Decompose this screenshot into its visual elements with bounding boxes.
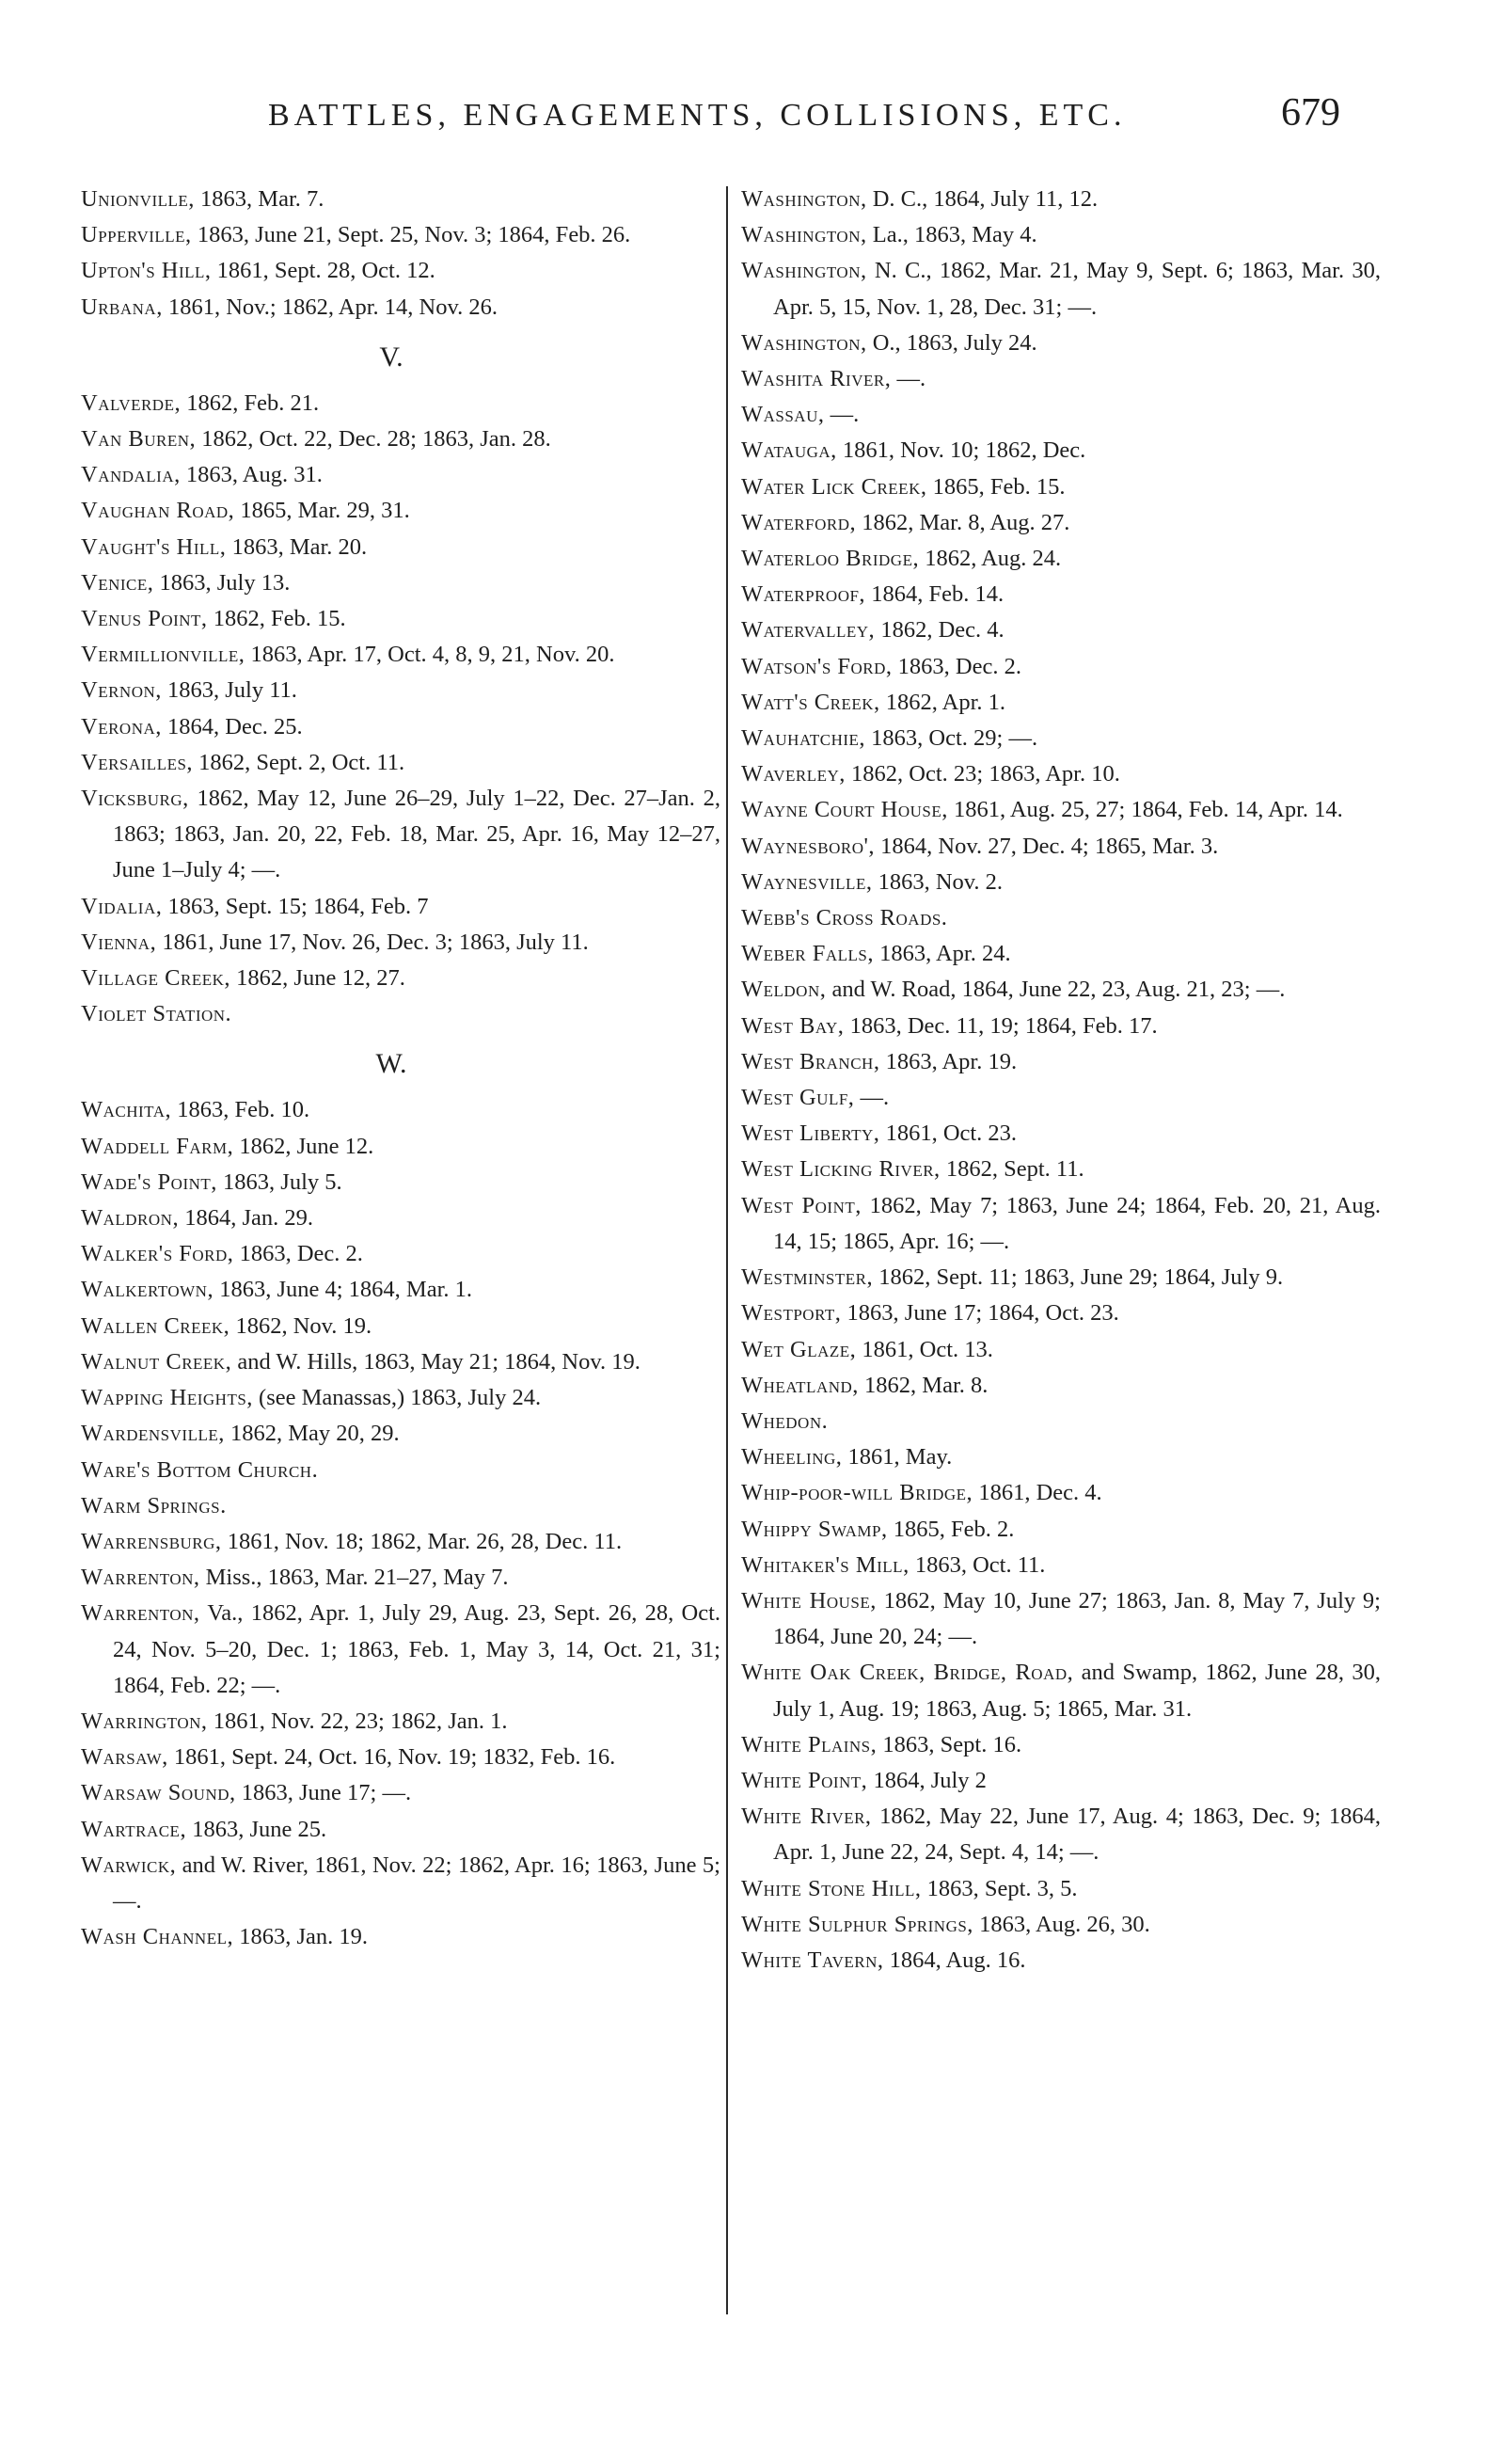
entry-dates: 1863, Aug. 26, 30. [973,1911,1150,1937]
place-name: Waynesboro', [741,833,876,859]
place-name: Wauhatchie, [741,725,866,752]
index-entry [741,900,1381,936]
place-name: Vermillionville, [81,642,245,668]
entry-dates: 1862, Sept. 11; 1863, June 29; 1864, July 9. [873,1264,1284,1291]
index-entry [741,541,1381,577]
place-name: Vaughan Road, [81,498,235,524]
place-name: Walker's Ford, [81,1241,234,1267]
place-name: Warsaw, [81,1744,168,1771]
place-name: Whip-poor-will Bridge, [741,1480,973,1506]
entry-dates: 1862, Sept. 11. [940,1156,1084,1183]
place-name: Whippy Swamp, [741,1516,888,1542]
index-entry [81,1848,720,1919]
entry-dates: 1862, Oct. 22, Dec. 28; 1863, Jan. 28. [196,426,551,453]
index-entry [741,182,1381,217]
place-name: Waddell Farm, [81,1133,234,1159]
entry-dates: 1863, Aug. 31. [180,462,323,488]
place-name: Warm Springs. [81,1492,227,1518]
place-name: Wachita, [81,1097,172,1123]
page-header [0,91,1503,154]
entry-dates: 1863, Oct. 11. [909,1551,1046,1578]
entry-dates: 1863, July 11. [161,677,297,704]
index-entry [741,1152,1381,1187]
place-name: Waynesville, [741,868,873,895]
place-name: Vandalia, [81,462,181,488]
place-name: Unionville, [81,186,195,212]
entry-dates: and W. Hills, 1863, May 21; 1864, Nov. 19. [231,1348,641,1375]
index-entry [81,1775,720,1811]
index-entry [741,397,1381,433]
place-name: West Liberty, [741,1121,880,1147]
index-entry [741,505,1381,541]
entry-dates: 1863, July 5. [216,1168,342,1195]
index-entry [741,1727,1381,1763]
index-entry [81,781,720,889]
index-entry [741,612,1381,648]
entry-dates: 1861, Oct. 13. [856,1336,993,1362]
index-entry [81,1380,720,1416]
place-name: Wade's Point, [81,1168,217,1195]
entry-dates: O., 1863, July 24. [866,329,1037,356]
place-name: White Point, [741,1767,868,1793]
index-entry [741,1512,1381,1548]
index-entry [741,469,1381,505]
index-entry [81,1740,720,1775]
entry-dates: 1862, June 12, 27. [230,965,405,992]
place-name: Wayne Court House, [741,797,948,823]
index-entry [81,1092,720,1128]
place-name: Warwick, [81,1852,177,1878]
entry-dates: 1861, Aug. 25, 27; 1864, Feb. 14, Apr. 14. [947,797,1343,823]
index-entry [741,1296,1381,1331]
running-title: BATTLES, ENGAGEMENTS, COLLISIONS, ETC. [268,98,1127,133]
place-name: Westminster, [741,1264,874,1291]
index-entry [741,1368,1381,1404]
index-entry [81,421,720,457]
place-name: Wallen Creek, [81,1312,230,1339]
index-entry [81,565,720,601]
index-entry [741,577,1381,612]
place-name: Versailles, [81,749,194,775]
entry-dates: 1863, Nov. 2. [872,868,1004,895]
index-entry [81,1416,720,1452]
place-name: Valverde, [81,389,182,416]
entry-dates: 1861, Nov. 22, 23; 1862, Jan. 1. [207,1708,508,1734]
place-name: Vienna, [81,929,157,955]
entry-dates: and W. River, 1861, Nov. 22; 1862, Apr. 16; 1863, June 5; —. [113,1852,720,1914]
place-name: Watauga, [741,437,837,464]
entry-dates: 1863, Feb. 10. [171,1097,310,1123]
place-name: West Gulf, [741,1085,855,1111]
place-name: Warrington, [81,1708,208,1734]
index-entry [81,1919,720,1955]
place-name: Watson's Ford, [741,653,893,679]
entry-dates: 1865, Feb. 15. [926,473,1066,500]
entry-dates: 1863, June 17; 1864, Oct. 23. [841,1300,1119,1327]
entry-dates: 1862, June 12. [233,1133,374,1159]
entry-dates: 1863, Oct. 29; —. [865,725,1038,752]
index-entry [741,936,1381,972]
index-entry [741,1332,1381,1368]
place-name: Ware's Bottom Church. [81,1456,319,1483]
index-entry [81,1453,720,1488]
entry-dates: —. [854,1085,890,1111]
index-entry [741,1548,1381,1583]
entry-dates: 1862, Feb. 21. [181,389,320,416]
place-name: Washington, [741,329,867,356]
entry-dates: 1861, Nov. 18; 1862, Mar. 26, 28, Dec. 11. [221,1528,623,1554]
entry-dates: 1861, Nov. 10; 1862, Dec. [836,437,1086,464]
index-entry [81,925,720,961]
place-name: Vernon, [81,677,162,704]
index-entry [741,1188,1381,1260]
index-entry [81,745,720,781]
index-entry [741,756,1381,792]
index-entry [81,1165,720,1200]
index-entry [81,290,720,326]
index-entry [81,493,720,529]
entry-dates: 1861, Sept. 28, Oct. 12. [211,258,435,284]
place-name: Wardensville, [81,1421,225,1447]
index-entry [81,253,720,289]
index-entry [741,792,1381,828]
entry-dates: 1864, Jan. 29. [179,1205,314,1232]
index-entry [81,1272,720,1308]
place-name: Walkertown, [81,1277,214,1303]
entry-dates: 1863, June 4; 1864, Mar. 1. [214,1277,473,1303]
entry-dates: 1864, July 2 [867,1767,987,1793]
index-entry [81,182,720,217]
place-name: Watt's Creek, [741,689,880,715]
page-number: 679 [1281,91,1340,135]
place-name: Upton's Hill, [81,258,212,284]
place-name: Weldon, [741,977,827,1003]
index-entry [81,530,720,565]
place-name: Waterford, [741,509,857,535]
place-name: White Sulphur Springs, [741,1911,973,1937]
entry-dates: 1861, Oct. 23. [879,1121,1018,1147]
place-name: White Plains, [741,1731,878,1757]
index-entry [741,1475,1381,1511]
index-entry [741,1583,1381,1655]
place-name: Vidalia, [81,893,163,919]
entry-dates: Va., 1862, Apr. 1, July 29, Aug. 23, Sept. 26, 28, Oct. 24, Nov. 5–20, Dec. 1; 1863, Feb. 1, May 3, 14, Oct. 21, 31; 1864, Feb. 22; —. [113,1600,720,1698]
place-name: White Tavern, [741,1947,884,1973]
entry-dates: 1861, Dec. 4. [973,1480,1102,1506]
index-entry [741,361,1381,397]
index-entry [741,1080,1381,1116]
entry-dates: 1863, Sept. 3, 5. [921,1875,1078,1901]
entry-dates: 1862, Nov. 19. [229,1312,372,1339]
entry-dates: 1864, Aug. 16. [883,1947,1026,1973]
entry-dates: 1862, Feb. 15. [207,606,346,632]
index-entry [741,1404,1381,1439]
place-name: Urbana, [81,294,163,320]
entry-dates: La., 1863, May 4. [866,222,1037,248]
index-entry [81,673,720,708]
place-name: Verona, [81,713,162,739]
place-name: West Licking River, [741,1156,941,1183]
entry-dates: 1863, July 13. [153,569,291,596]
index-entry [81,961,720,996]
place-name: West Bay, [741,1012,845,1039]
left-column [81,182,720,1955]
place-name: Warrenton, [81,1565,200,1591]
entry-dates: 1864, Dec. 25. [161,713,303,739]
place-name: Webb's Cross Roads. [741,905,948,931]
entry-dates: 1864, Nov. 27, Dec. 4; 1865, Mar. 3. [875,833,1219,859]
entry-dates: 1862, Aug. 24. [919,546,1062,572]
place-name: Waverley, [741,761,846,787]
index-entry [81,601,720,637]
entry-dates: 1863, Dec. 2. [233,1241,363,1267]
index-entry [741,1009,1381,1044]
entry-dates: 1862, May 7; 1863, June 24; 1864, Feb. 20, 21, Aug. 14, 15; 1865, Apr. 16; —. [773,1192,1382,1254]
place-name: Waterloo Bridge, [741,546,920,572]
index-entry [741,685,1381,721]
column-divider [726,186,728,2314]
entry-dates: 1862, Sept. 2, Oct. 11. [193,749,405,775]
index-entry [741,1943,1381,1979]
place-name: Westport, [741,1300,842,1327]
place-name: Waterproof, [741,581,866,608]
place-name: Walnut Creek, [81,1348,232,1375]
entry-dates: —. [891,366,926,392]
entry-dates: 1861, May. [842,1444,953,1470]
place-name: Wheeling, [741,1444,843,1470]
place-name: Venus Point, [81,606,208,632]
place-name: White Oak Creek, Bridge, Road, [741,1660,1074,1686]
index-entry [741,1439,1381,1475]
place-name: Wet Glaze, [741,1336,857,1362]
place-name: Washington, [741,222,867,248]
index-entry [81,1704,720,1740]
place-name: Washington, [741,186,867,212]
entry-dates: 1862, Dec. 4. [875,617,1005,644]
place-name: Van Buren, [81,426,197,453]
entry-dates: and Swamp, 1862, June 28, 30, July 1, Aug. 19; 1863, Aug. 5; 1865, Mar. 31. [773,1660,1381,1722]
index-entry [81,386,720,421]
place-name: Upperville, [81,222,192,248]
index-entry [741,433,1381,469]
index-entry [741,217,1381,253]
entry-dates: 1862, May 10, June 27; 1863, Jan. 8, May 7, July 9; 1864, June 20, 24; —. [773,1587,1381,1650]
place-name: West Branch, [741,1048,880,1074]
entry-dates: 1865, Feb. 2. [887,1516,1015,1542]
place-name: Village Creek, [81,965,231,992]
index-entry [81,457,720,493]
place-name: Vicksburg, [81,786,189,812]
index-entry [81,889,720,925]
place-name: Warrensburg, [81,1528,222,1554]
entry-dates: 1865, Mar. 29, 31. [234,498,410,524]
place-name: Wash Channel, [81,1924,234,1950]
entry-dates: 1863, June 17; —. [235,1780,412,1806]
index-entry [81,1344,720,1380]
index-entry [81,1129,720,1165]
index-entry [81,1200,720,1236]
index-entry [81,1812,720,1848]
place-name: White House, [741,1587,877,1614]
entry-dates: 1862, Mar. 8. [858,1372,989,1398]
place-name: Weber Falls, [741,941,874,967]
place-name: Water Lick Creek, [741,473,927,500]
section-letter: W. [375,1048,407,1080]
index-entry [81,1488,720,1524]
place-name: Warrenton, [81,1600,200,1627]
index-entry [741,1763,1381,1799]
place-name: White Stone Hill, [741,1875,922,1901]
entry-dates: 1863, Dec. 2. [892,653,1021,679]
entry-dates: 1863, Mar. 20. [226,533,368,560]
index-entry [741,1871,1381,1907]
index-entry [81,1309,720,1344]
entry-dates: 1863, June 25. [186,1816,327,1842]
entry-dates: 1863, Jan. 19. [233,1924,369,1950]
entry-dates: 1862, Mar. 8, Aug. 27. [856,509,1070,535]
index-entry [81,217,720,253]
entry-dates: 1863, Apr. 24. [873,941,1011,967]
entry-dates: 1862, Oct. 23; 1863, Apr. 10. [845,761,1120,787]
place-name: Vaught's Hill, [81,533,227,560]
entry-dates: 1863, Sept. 16. [877,1731,1022,1757]
entry-dates: 1862, May 12, June 26–29, July 1–22, Dec. 27–Jan. 2, 1863; 1863, Jan. 20, 22, Feb. 18, Mar. 25, Apr. 16, May 12–27, June 1–July 4; —. [113,786,720,883]
index-entry [81,1236,720,1272]
index-entry [81,637,720,673]
entry-dates: (see Manassas,) 1863, July 24. [252,1385,542,1411]
entry-dates: —. [824,402,860,428]
place-name: Whedon. [741,1407,829,1434]
index-entry [741,1044,1381,1080]
place-name: Washita River, [741,366,892,392]
entry-dates: 1862, May 22, June 17, Aug. 4; 1863, Dec. 9; 1864, Apr. 1, June 22, 24, Sept. 4, 14; —. [773,1804,1381,1866]
place-name: White River, [741,1804,872,1830]
index-entry [741,253,1381,325]
place-name: Wapping Heights, [81,1385,253,1411]
index-entry [741,865,1381,900]
index-entry [741,649,1381,685]
entry-dates: and W. Road, 1864, June 22, 23, Aug. 21, 23; —. [826,977,1286,1003]
entry-dates: 1863, Dec. 11, 19; 1864, Feb. 17. [844,1012,1158,1039]
entry-dates: 1863, Mar. 7. [194,186,324,212]
entry-dates: 1864, Feb. 14. [865,581,1005,608]
index-entry [741,829,1381,865]
entry-dates: 1863, Sept. 15; 1864, Feb. 7 [162,893,429,919]
place-name: West Point, [741,1192,862,1218]
index-entry [81,996,720,1032]
entry-dates: 1862, Apr. 1. [879,689,1006,715]
index-entry [81,1596,720,1704]
place-name: Washington, [741,258,867,284]
entry-dates: N. C., 1862, Mar. 21, May 9, Sept. 6; 1863, Mar. 30, Apr. 5, 15, Nov. 1, 28, Dec. 31; —. [773,258,1381,320]
place-name: Venice, [81,569,154,596]
place-name: Watervalley, [741,617,876,644]
entry-dates: Miss., 1863, Mar. 21–27, May 7. [199,1565,509,1591]
entry-dates: D. C., 1864, July 11, 12. [866,186,1099,212]
entry-dates: 1862, May 20, 29. [224,1421,400,1447]
index-entry [81,1524,720,1560]
place-name: Wheatland, [741,1372,859,1398]
place-name: Warsaw Sound, [81,1780,236,1806]
entry-dates: 1863, Apr. 17, Oct. 4, 8, 9, 21, Nov. 20. [245,642,615,668]
place-name: Wassau, [741,402,825,428]
index-entry [81,1560,720,1596]
entry-dates: 1863, Apr. 19. [879,1048,1018,1074]
index-entry [741,1655,1381,1726]
entry-dates: 1861, Nov.; 1862, Apr. 14, Nov. 26. [162,294,498,320]
index-entry [741,1907,1381,1943]
entry-dates: 1861, June 17, Nov. 26, Dec. 3; 1863, July 11. [156,929,589,955]
right-column [741,182,1381,1979]
place-name: Waldron, [81,1205,180,1232]
index-entry [741,1260,1381,1296]
index-entry [741,1799,1381,1870]
index-entry [741,326,1381,361]
place-name: Violet Station. [81,1001,232,1027]
place-name: Whitaker's Mill, [741,1551,910,1578]
place-name: Wartrace, [81,1816,187,1842]
index-entry [741,721,1381,756]
index-entry [741,972,1381,1008]
index-entry [81,709,720,745]
section-letter: V. [379,341,403,373]
index-entry [741,1116,1381,1152]
entry-dates: 1861, Sept. 24, Oct. 16, Nov. 19; 1832, Feb. 16. [167,1744,616,1771]
entry-dates: 1863, June 21, Sept. 25, Nov. 3; 1864, Feb. 26. [191,222,631,248]
